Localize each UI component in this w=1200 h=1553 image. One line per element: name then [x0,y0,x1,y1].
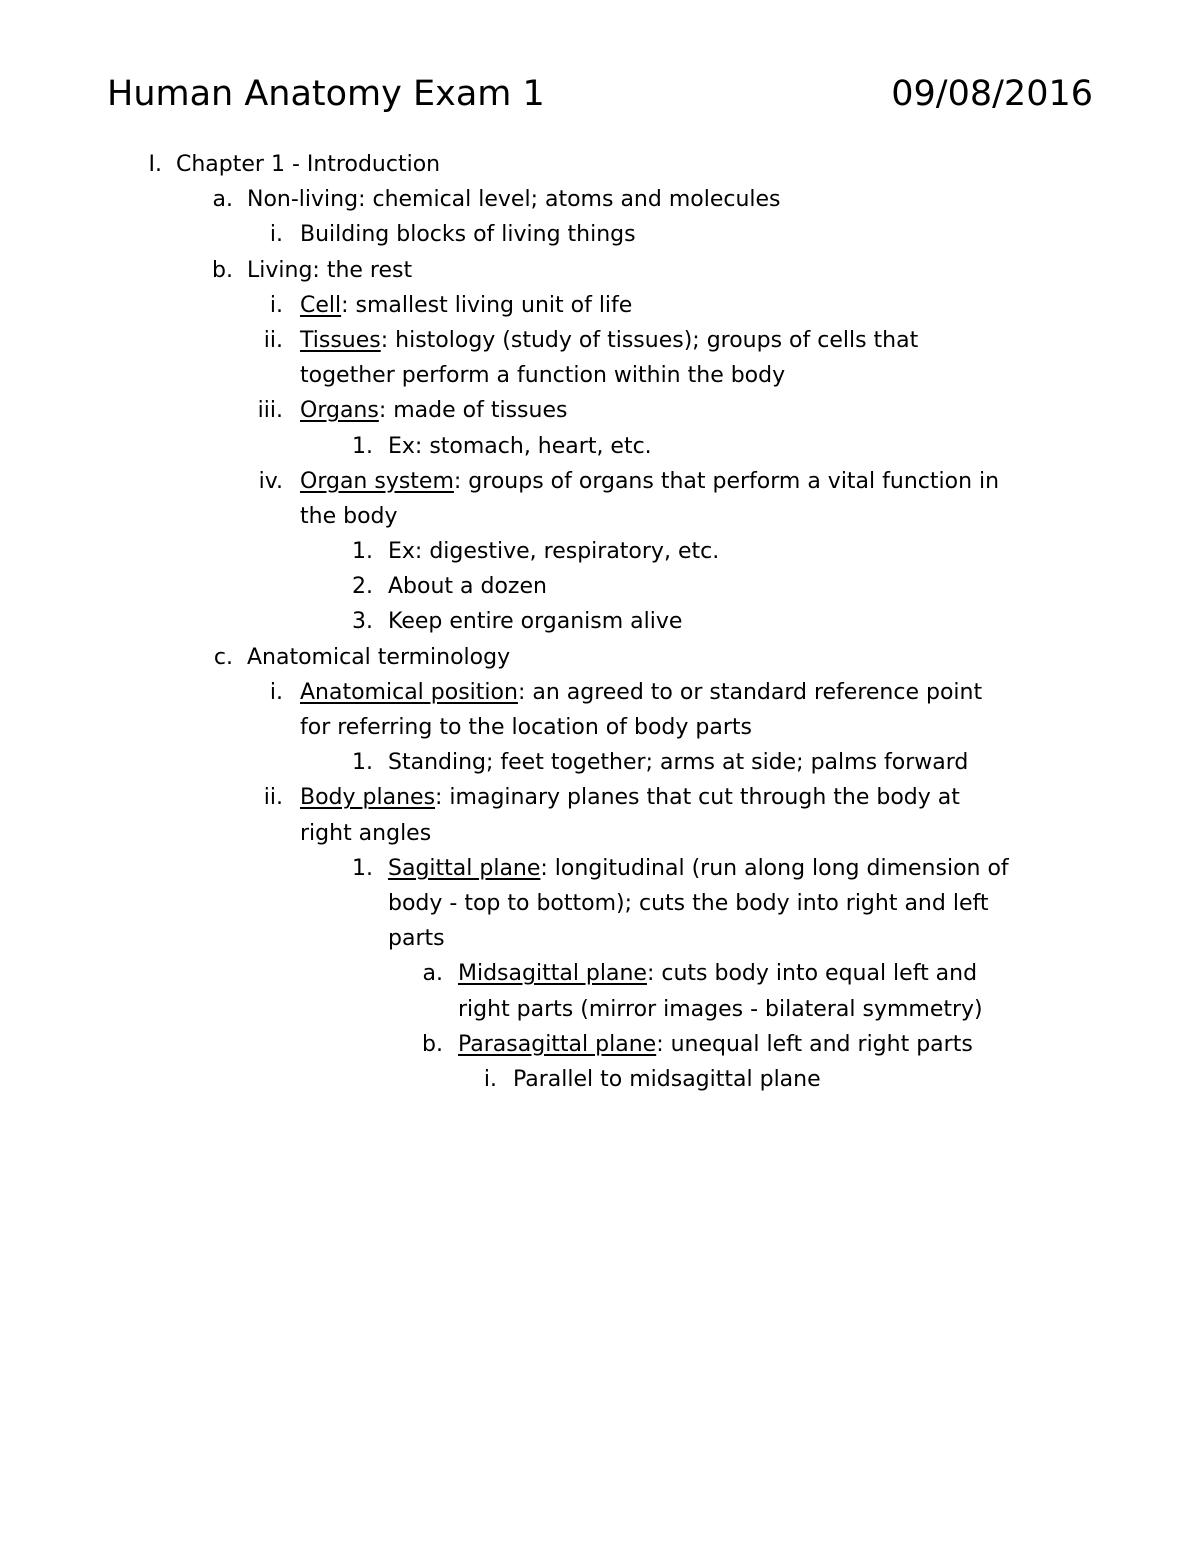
outline-description: the body [300,503,398,529]
outline-marker: ii. [263,327,283,353]
outline-term: Body planes [300,785,436,811]
outline-text [300,710,752,745]
outline-text [458,956,977,991]
outline-text [458,1027,973,1062]
outline-line [0,499,1200,534]
outline-marker: i. [269,222,283,248]
outline-description: Parallel to midsagittal plane [513,1066,821,1092]
outline-line [0,569,1200,604]
outline-line [0,429,1200,464]
outline-marker: 1. [352,750,373,776]
outline-line [0,182,1200,217]
outline-description: Standing; feet together; arms at side; palms forward [388,750,969,776]
outline-description: Building blocks of living things [300,222,636,248]
outline-line [0,393,1200,428]
outline-description: : unequal left and right parts [656,1031,973,1057]
outline-term: Sagittal plane [388,855,541,881]
document-date: 09/08/2016 [891,74,1093,114]
outline-marker: b. [212,257,233,283]
outline-description: for referring to the location of body parts [300,715,752,740]
outline-marker: 1. [352,539,373,565]
outline-line [0,253,1200,288]
outline-text [176,147,440,182]
outline-text [300,499,398,534]
outline-description: Anatomical terminology [247,644,511,670]
outline-marker: 1. [352,855,373,881]
outline-text [388,604,682,639]
outline-line [0,640,1200,675]
outline-description: : histology (study of tissues); groups of cells that [380,327,919,353]
outline-text [300,288,632,323]
outline-text [247,640,510,675]
outline-text [458,992,983,1027]
outline-term: Organ system [300,468,454,494]
outline-line [0,323,1200,358]
outline-line [0,886,1200,921]
outline-marker: 3. [352,609,373,635]
outline-description: Chapter 1 - Introduction [176,152,441,177]
outline-line [0,956,1200,991]
outline-marker: iv. [258,468,283,494]
outline-text [388,886,988,921]
outline-marker: i. [269,292,283,318]
outline-line [0,921,1200,956]
outline-line [0,851,1200,886]
outline-description: : an agreed to or standard reference point [517,679,983,705]
outline-description: Non-living: chemical level; atoms and molecules [247,187,781,213]
outline-line [0,534,1200,569]
outline-term: Midsagittal plane [458,961,647,987]
outline-text [513,1062,821,1097]
outline-text [300,816,431,851]
outline-text [388,534,719,569]
outline-line [0,816,1200,851]
outline-description: : made of tissues [378,398,568,424]
outline-marker: 1. [352,433,373,459]
outline-description: parts [388,926,445,952]
outline-text [300,217,636,252]
outline-marker: i. [269,679,283,705]
outline-marker: I. [148,152,162,177]
outline-description: Keep entire organism alive [388,609,683,635]
outline-term: Parasagittal plane [458,1031,657,1057]
outline-term: Cell [300,292,342,318]
outline-description: : cuts body into equal left and [646,961,978,987]
outline-text [388,569,547,604]
outline-description: Ex: digestive, respiratory, etc. [388,539,720,565]
outline-term: Anatomical position [300,679,518,705]
outline-description: Ex: stomach, heart, etc. [388,433,652,459]
outline-description: right angles [300,820,432,846]
document-title: Human Anatomy Exam 1 [107,74,545,114]
outline-marker: a. [422,961,443,987]
outline-text [300,464,999,499]
outline-marker: iii. [257,398,283,424]
outline-line [0,604,1200,639]
outline-description: : imaginary planes that cut through the body at [435,785,960,811]
outline-text [388,921,445,956]
notes-outline [0,147,1200,1097]
outline-line [0,1027,1200,1062]
outline-description: Living: the rest [247,257,413,283]
outline-line [0,710,1200,745]
outline-text [388,429,652,464]
outline-marker: i. [483,1066,497,1092]
outline-marker: a. [212,187,233,213]
outline-description: About a dozen [388,574,547,600]
outline-term: Tissues [300,327,381,353]
outline-marker: b. [422,1031,443,1057]
outline-description: body - top to bottom); cuts the body into right and left [388,890,989,916]
outline-text [247,253,412,288]
outline-text [247,182,781,217]
outline-text [388,851,1009,886]
outline-description: : smallest living unit of life [341,292,633,318]
outline-line [0,1062,1200,1097]
outline-text [300,323,918,358]
outline-marker: ii. [263,785,283,811]
outline-marker: c. [213,644,233,670]
outline-line [0,745,1200,780]
outline-line [0,992,1200,1027]
outline-marker: 2. [352,574,373,600]
outline-line [0,358,1200,393]
outline-text [300,675,982,710]
outline-description: right parts (mirror images - bilateral symmetry) [458,996,983,1022]
outline-line [0,464,1200,499]
outline-line [0,217,1200,252]
outline-description: : longitudinal (run along long dimension of [540,855,1009,881]
outline-description: together perform a function within the body [300,363,786,389]
outline-text [388,745,968,780]
outline-text [300,393,567,428]
outline-line [0,147,1200,182]
outline-term: Organs [300,398,379,424]
outline-line [0,288,1200,323]
outline-text [300,780,960,815]
outline-text [300,358,785,393]
outline-line [0,780,1200,815]
outline-description: : groups of organs that perform a vital function in [453,468,1000,494]
outline-line [0,675,1200,710]
